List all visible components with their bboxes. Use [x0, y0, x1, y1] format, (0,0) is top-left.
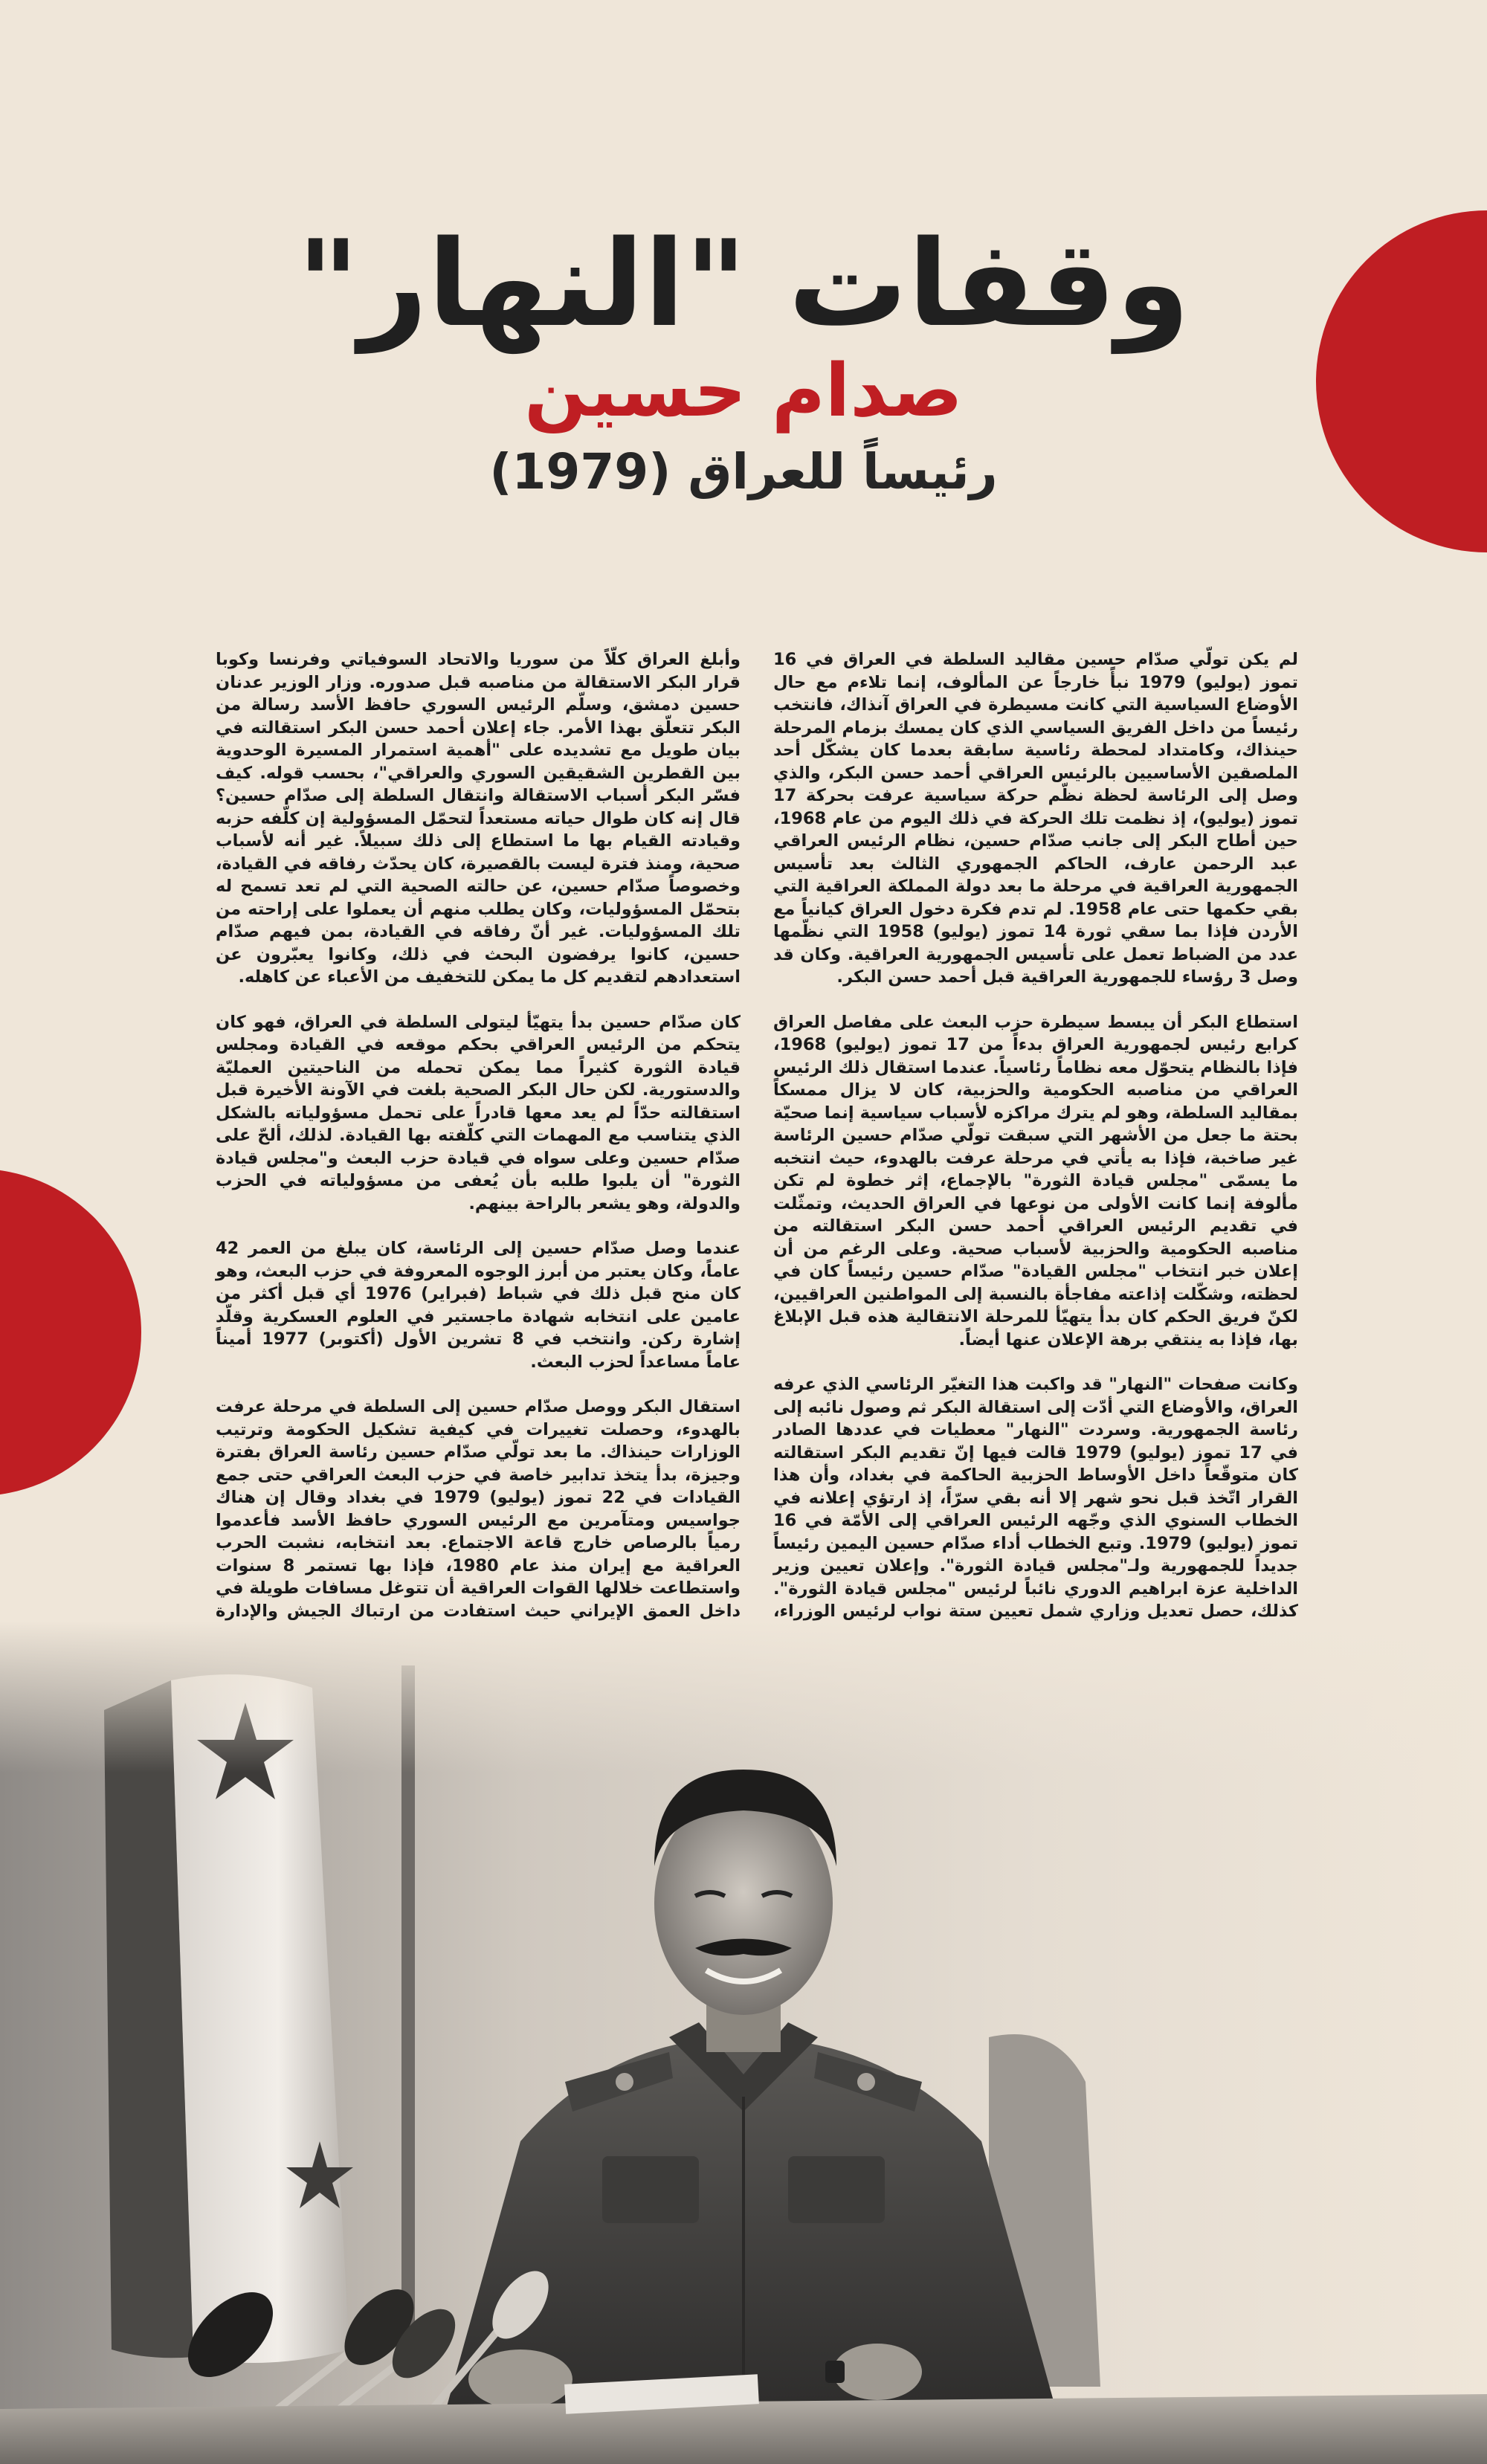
page-subsubtitle: رئيساً للعراق (1979) — [489, 443, 998, 500]
article-paragraph: استطاع البكر أن يبسط سيطرة حزب البعث على مفاصل العراق كرابع رئيس لجمهورية العراق بدءاً من 17 تموز (يوليو) 1968، فإذا بالنظام يتحوّل معه نظاماً رئاسياً. عندما استقال ذلك الرئيس العراقي من مناصبه الحكومية والحزبية، كان لا يزال ممسكاً بمقاليد السلطة، وهو لم يترك مراكزه لأسباب سياسية إنما صحيّة بحتة ما جعل من الأشهر التي سبقت تولّي صدّام حسين الرئاسة غير صاخبة، فإذا به يأتي في مرحلة عرفت بالهدوء، حيث انتخبه ما يسمّى "مجلس قيادة الثورة" بالإجماع، إثر خطوة لم تكن مألوفة إنما كانت الأولى من نوعها في العراق الحديث، وتمثّلت في تقديم الرئيس العراقي أحمد حسن البكر استقالته من مناصبه الحكومية والحزبية لأسباب صحية. وعلى الرغم من أن إعلان خبر انتخاب "مجلس القيادة" صدّام حسين رئيساً كان في لحظته، وشكّلت إذاعته مفاجأة بالنسبة إلى المواطنين العراقيين، لكنّ فريق الحكم كان بدأ يتهيّأ للمرحلة الانتقالية هذه قبل الإبلاغ بها، فإذا به ينتقي برهة الإعلان عنها أيضاً. — [773, 1012, 1298, 1349]
article-paragraph: عندما وصل صدّام حسين إلى الرئاسة، كان يبلغ من العمر 42 عاماً، وكان يعتبر من أبرز الوجوه المعروفة في حزب البعث، وهو كان منح قبل ذلك في شباط (فبراير) 1976 أي قبل أكثر من عامين على انتخابه شهادة ماجستير في العلوم العسكرية وقلّد إشارة ركن. وانتخب في 8 تشرين الأول (أكتوبر) 1977 أميناً عاماً مساعداً لحزب البعث. — [216, 1239, 741, 1372]
page-subtitle: صدام حسين — [524, 349, 963, 433]
article-column-right — [773, 648, 1298, 1691]
article-paragraph: كان صدّام حسين بدأ يتهيّأ ليتولى السلطة في العراق، فهو كان يتحكم من الرئيس العراقي بحكم موقعه في القيادة ومجلس قيادة الثورة كثيراً مما يمكن تحمله من الناحيتين العمليّة والدستورية. لكن حال البكر الصحية بلغت في الآونة الأخيرة قبل استقالته حدّاً لم يعد معها قادراً على تحمل مسؤولياته بالشكل الذي يتناسب مع المهمات التي كلّفته بها القيادة. لذلك، ألحّ على صدّام حسين وعلى سواه في قيادة حزب البعث و"مجلس قيادة الثورة" أن يلبوا طلبه بأن يُعفى من مسؤولياته في الحزب والدولة، وهو يشعر بالراحة بينهم. — [216, 1012, 741, 1213]
president-portrait-illustration — [0, 1621, 1487, 2464]
article-column-left — [216, 648, 741, 1735]
title-block — [0, 214, 1487, 504]
president-photo — [0, 1621, 1487, 2464]
article-paragraph: وكانت صفحات "النهار" قد واكبت هذا التغيّر الرئاسي الذي عرفه العراق، والأوضاع التي أدّت إلى استقالة البكر ثم وصول نائبه إلى رئاسة الجمهورية. وسردت "النهار" معطيات في عددها الصادر في 17 تموز (يوليو) 1979 قالت فيها إنّ تقديم البكر استقالته كان متوقّعاً داخل الأوساط الحزبية الحاكمة في بغداد، وأن هذا القرار اتّخذ قبل نحو شهر إلا أنه بقي سرّاً، إذ ارتؤي إعلانه في الخطاب السنوي الذي وجّهه الرئيس العراقي إلى الأمّة في 16 تموز (يوليو) 1979. وتبع الخطاب أداء صدّام حسين اليمين رئيساً جديداً للجمهورية ولـ"مجلس قيادة الثورة". وإعلان تعيين وزير الداخلية عزة ابراهيم الدوري نائباً لرئيس "مجلس قيادة الثورة". كذلك، حصل تعديل وزاري شمل تعيين ستة نواب لرئيس الوزراء، — [773, 1375, 1298, 1621]
article-paragraph: لم يكن تولّي صدّام حسين مقاليد السلطة في العراق في 16 تموز (يوليو) 1979 نبأً خارجاً عن المألوف، إنما تلاءم مع حال الأوضاع السياسية التي كانت مسيطرة في العراق آنذاك، فانتخب رئيساً من داخل الفريق السياسي الذي كان يمسك بزمام المرحلة حينذاك، وكامتداد لمحطة رئاسية سابقة بعدما كان يشكّل أحد الملصقين الأساسيين بالرئيس العراقي أحمد حسن البكر، والذي وصل إلى الرئاسة لحظة نظّم حركة سياسية عرفت بحركة 17 تموز (يوليو)، إذ نظمت تلك الحركة في ذلك اليوم من عام 1968، حين أطاح البكر إلى جانب صدّام حسين، نظام الرئيس العراقي عبد الرحمن عارف، الحاكم الجمهوري الثالث بعد تأسيس الجمهورية العراقية في مرحلة ما بعد دولة المملكة العراقية التي بقي حكمها حتى عام 1958. لم تدم فكرة دخول العراق كيانياً مع الأردن فإذا بما سقي ثورة 14 تموز (يوليو) 1958 التي نظّمها عدد من الضباط تعمل على تأسيس الجمهورية العراقية. وكان قد وصل 3 رؤساء للجمهورية العراقية قبل أحمد حسن البكر. — [773, 650, 1299, 987]
decorative-red-circle-left — [0, 1169, 141, 1496]
page-title: وقفات "النهار" — [297, 214, 1190, 353]
article-paragraph: وأبلغ العراق كلّاً من سوريا والاتحاد السوفياتي وفرنسا وكوبا قرار البكر الاستقالة من مناصبه قبل صدوره. وزار الوزير عدنان حسين دمشق، وسلّم الرئيس السوري حافظ الأسد رسالة من البكر تتعلّق بهذا الأمر. جاء إعلان أحمد حسن البكر استقالته في بيان طويل مع تشديده على "أهمية استمرار المسيرة الوحدوية بين القطرين الشقيقين السوري والعراقي"، بحسب قوله. كيف فسّر البكر أسباب الاستقالة وانتقال السلطة إلى صدّام حسين؟ قال إنه كان طوال حياته مستعداً لتحمّل المسؤولية إن كلّفه حزبه وقيادته القيام بها ما استطاع إلى ذلك سبيلاً. غير أنه لأسباب صحية، ومنذ فترة ليست بالقصيرة، كان يحدّث رفاقه في القيادة، وخصوصاً صدّام حسين، عن حالته الصحية التي لم تعد تسمح له بتحمّل المسؤوليات، وكان يطلب منهم أن يعملوا على إراحته من تلك المسؤوليات. غير أنّ رفاقه في القيادة، بمن فيهم صدّام حسين، كانوا يرفضون البحث في ذلك، وكانوا يعبّرون عن استعدادهم لتقديم كل ما يمكن للتخفيف من الأعباء عن كاهله. — [216, 650, 741, 987]
article-paragraph: استقال البكر ووصل صدّام حسين إلى السلطة في مرحلة عرفت بالهدوء، وحصلت تغييرات في كيفية تشكيل الحكومة وترتيب الوزارات حينذاك. ما بعد تولّي صدّام حسين رئاسة العراق بفترة وجيزة، بدأ يتخذ تدابير خاصة في حزب البعث العراقي حتى جمع القيادات في 22 تموز (يوليو) 1979 في بغداد وقال إن هناك جواسيس ومتآمرين مع الرئيس السوري حافظ الأسد فأعدموا رمياً بالرصاص خارج قاعة الاجتماع. بعد انتخابه، نشبت الحرب العراقية مع إيران منذ عام 1980، فإذا بها تستمر 8 سنوات واستطاعت خلالها القوات العراقية أن تتوغل مسافات طويلة في داخل العمق الإيراني حيث استفادت من ارتباك الجيش والإدارة — [216, 1397, 741, 1621]
